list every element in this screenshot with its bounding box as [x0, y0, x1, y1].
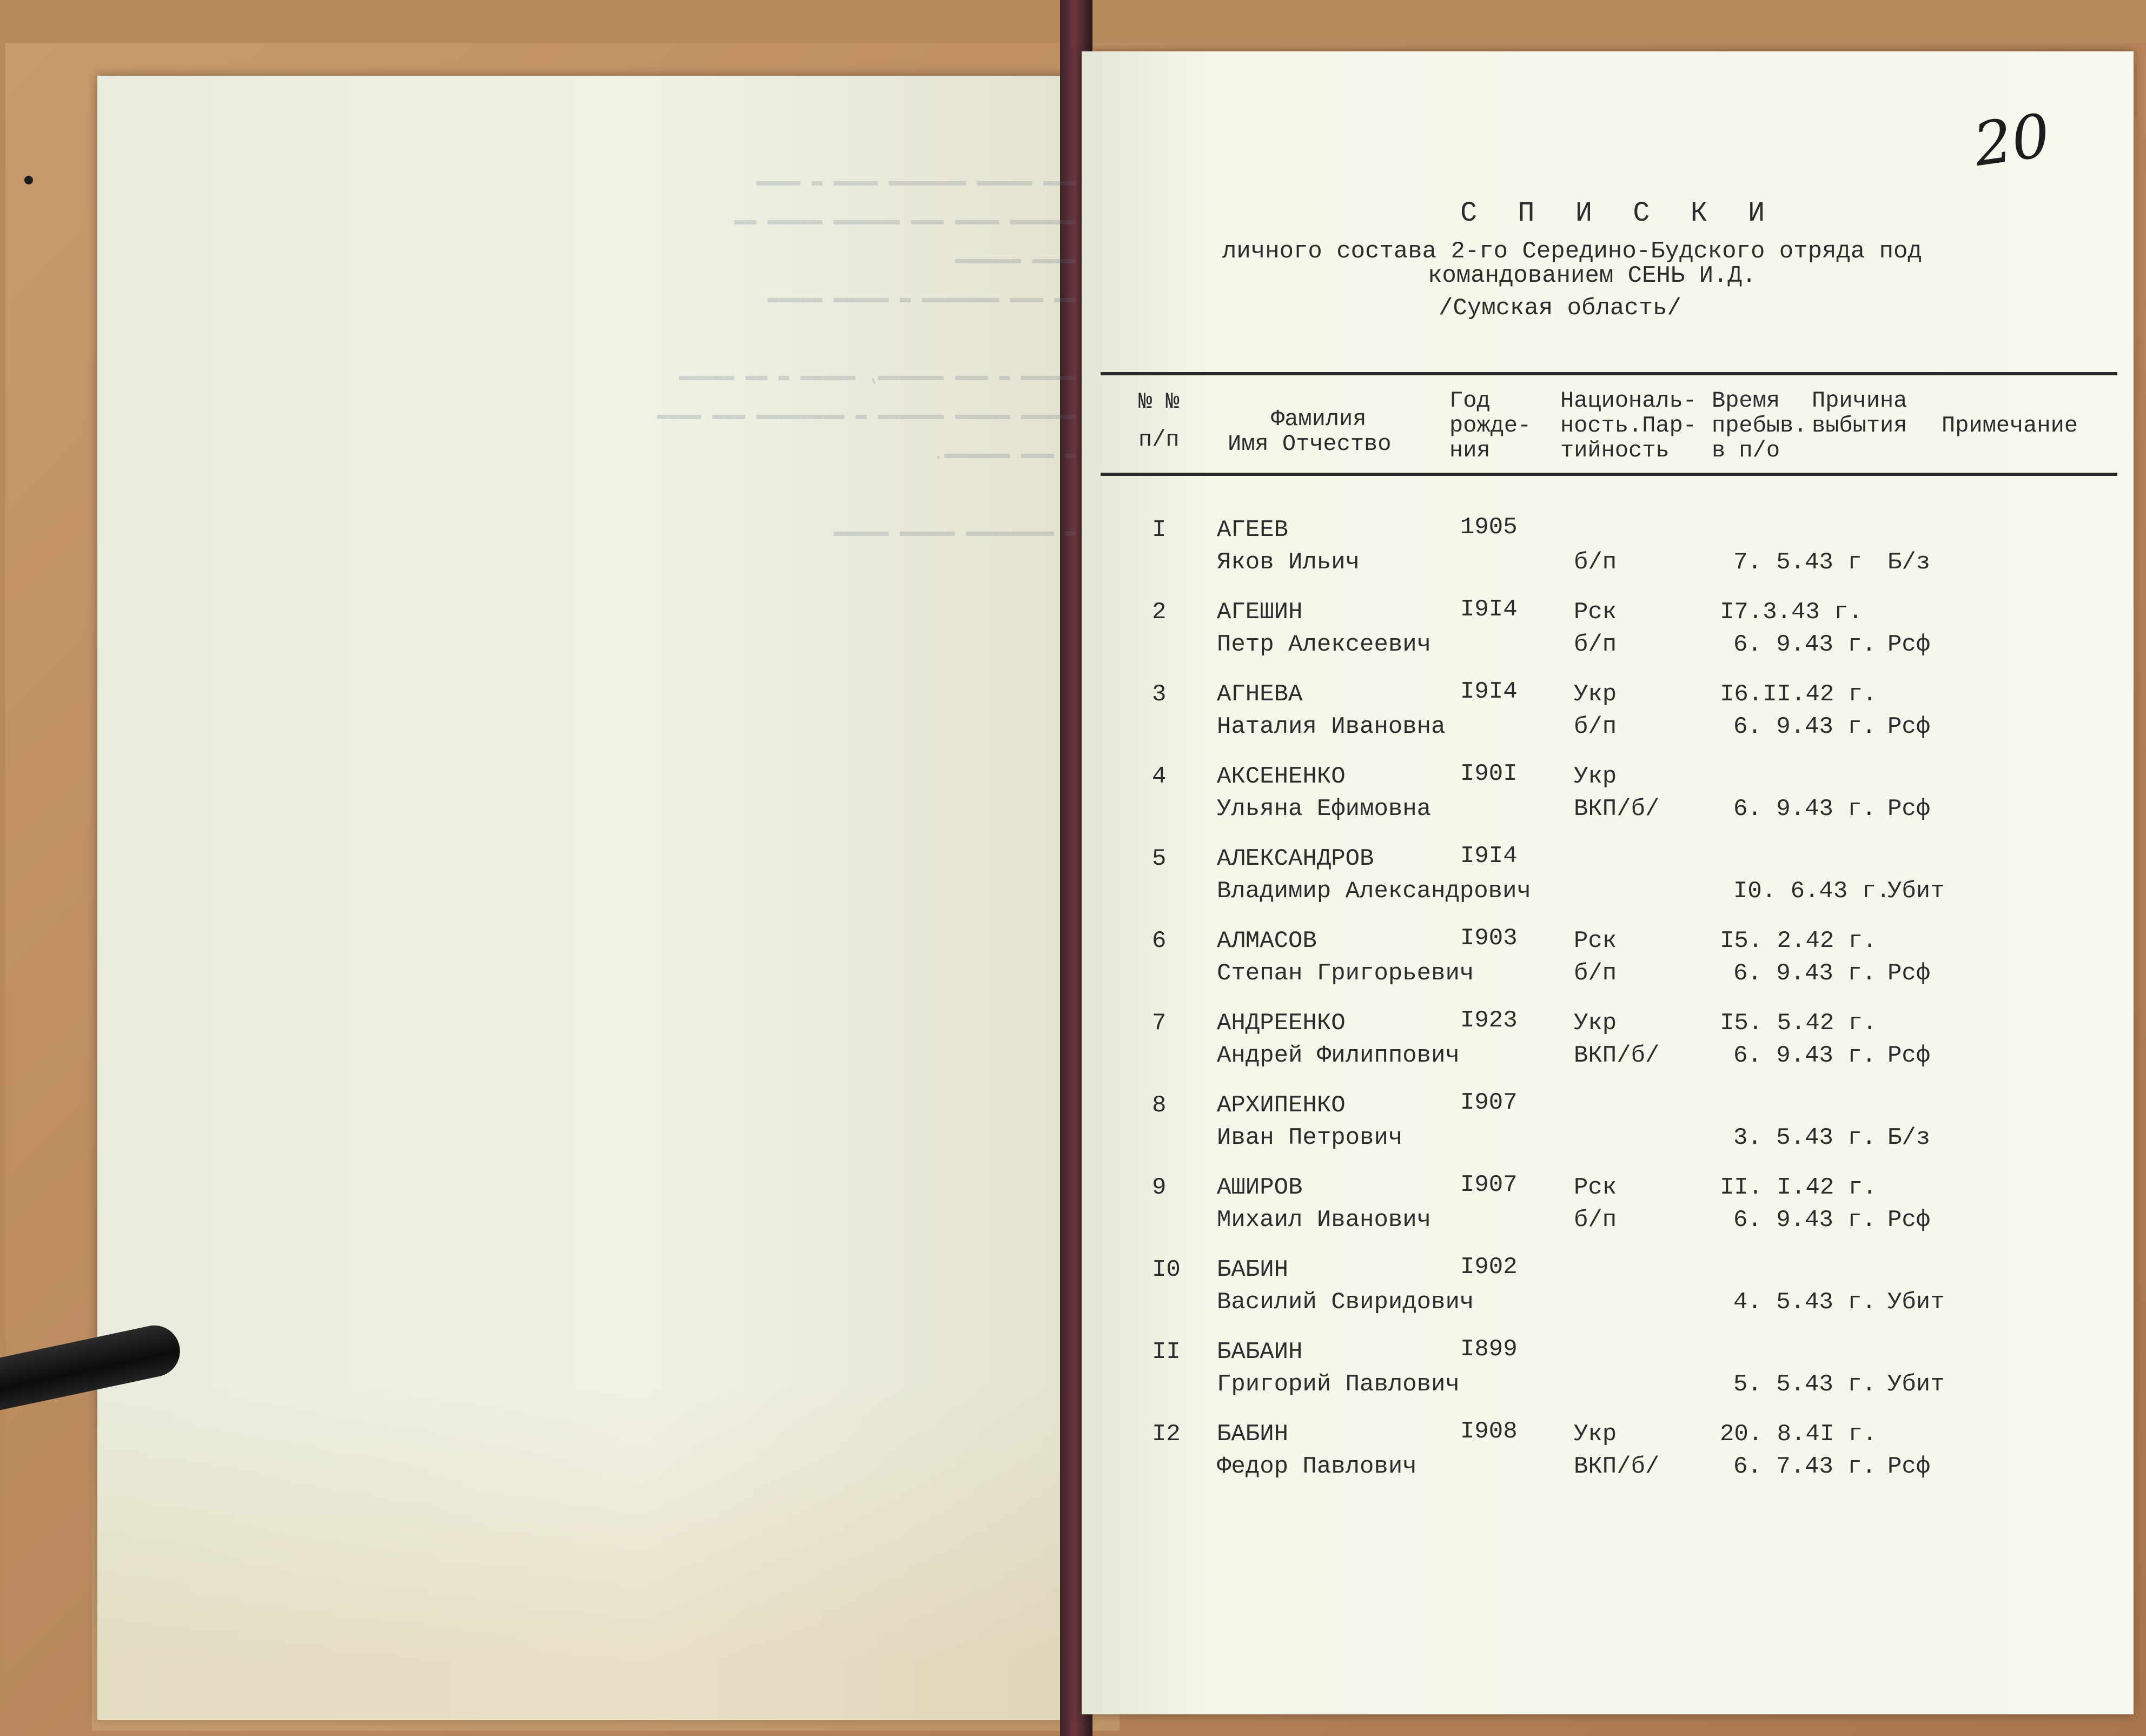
- row-given-name: Наталия Ивановна: [1217, 713, 1446, 740]
- row-given-name: Василий Свиридович: [1217, 1289, 1474, 1316]
- row-time-to: 3. 5.43 г.: [1733, 1124, 1877, 1151]
- row-num: I2: [1152, 1421, 1181, 1448]
- row-time-to: 6. 9.43 г.: [1733, 631, 1877, 658]
- row-party: ВКП/б/: [1574, 1042, 1660, 1069]
- row-surname: АРХИПЕНКО: [1217, 1092, 1346, 1119]
- row-num: 4: [1152, 763, 1167, 790]
- row-surname: АКСЕНЕНКО: [1217, 763, 1346, 790]
- row-birth-year: I9I4: [1460, 678, 1518, 705]
- row-birth-year: I903: [1460, 925, 1518, 952]
- row-num: I0: [1152, 1256, 1181, 1283]
- row-given-name: Григорий Павлович: [1217, 1371, 1460, 1398]
- row-given-name: Степан Григорьевич: [1217, 960, 1474, 987]
- row-birth-year: I9I4: [1460, 843, 1518, 870]
- header-time: Время пребыв. в п/о: [1712, 388, 1807, 463]
- row-given-name: Петр Алексеевич: [1217, 631, 1432, 658]
- row-reason: Рсф: [1887, 713, 1931, 740]
- row-num: 6: [1152, 927, 1167, 955]
- row-surname: БАБАИН: [1217, 1339, 1303, 1366]
- row-birth-year: I923: [1460, 1007, 1518, 1034]
- row-given-name: Яков Ильич: [1217, 549, 1360, 576]
- row-time-to: I0. 6.43 г.: [1733, 878, 1891, 905]
- row-num: 5: [1152, 845, 1167, 872]
- row-time-from: I6.II.42 г.: [1720, 681, 1877, 708]
- row-num: 2: [1152, 599, 1167, 626]
- row-birth-year: I907: [1460, 1089, 1518, 1116]
- subtitle-line-2: командованием СЕНЬ И.Д.: [1428, 262, 1757, 289]
- row-party: б/п: [1574, 960, 1617, 987]
- row-surname: АЛЕКСАНДРОВ: [1217, 845, 1374, 872]
- row-birth-year: I90I: [1460, 760, 1518, 787]
- row-party: ВКП/б/: [1574, 1453, 1660, 1480]
- row-reason: Убит: [1887, 878, 1945, 905]
- row-num: 3: [1152, 681, 1167, 708]
- row-birth-year: I899: [1460, 1336, 1518, 1363]
- row-time-from: I5. 2.42 г.: [1720, 927, 1877, 955]
- header-note: Примечание: [1942, 413, 2078, 439]
- row-given-name: Ульяна Ефимовна: [1217, 796, 1432, 823]
- row-reason: Убит: [1887, 1371, 1945, 1398]
- row-party: б/п: [1574, 631, 1617, 658]
- row-time-to: 6. 7.43 г.: [1733, 1453, 1877, 1480]
- row-given-name: Владимир Александрович: [1217, 878, 1531, 905]
- row-nationality: Рск: [1574, 927, 1617, 955]
- row-time-to: 7. 5.43 г: [1733, 549, 1862, 576]
- header-year: Год рожде- ния: [1449, 388, 1532, 463]
- row-time-from: II. I.42 г.: [1720, 1174, 1877, 1201]
- row-party: б/п: [1574, 549, 1617, 576]
- row-time-from: I5. 5.42 г.: [1720, 1010, 1877, 1037]
- row-birth-year: I907: [1460, 1171, 1518, 1198]
- row-nationality: Укр: [1574, 681, 1617, 708]
- row-reason: Б/з: [1887, 1124, 1931, 1151]
- row-given-name: Михаил Иванович: [1217, 1207, 1432, 1234]
- row-party: б/п: [1574, 713, 1617, 740]
- table-top-rule: [1101, 372, 2117, 375]
- row-time-from: I7.3.43 г.: [1720, 599, 1863, 626]
- header-num: № № п/п: [1138, 389, 1180, 453]
- subtitle-line-1: личного состава 2-го Середино-Будского отряда под: [1222, 238, 1922, 265]
- row-given-name: Андрей Филиппович: [1217, 1042, 1460, 1069]
- document-title: С П И С К И: [1460, 197, 1777, 229]
- row-reason: Рсф: [1887, 1042, 1931, 1069]
- row-num: 9: [1152, 1174, 1167, 1201]
- row-reason: Рсф: [1887, 796, 1931, 823]
- row-reason: Б/з: [1887, 549, 1931, 576]
- row-time-to: 6. 9.43 г.: [1733, 713, 1877, 740]
- row-surname: АГЕЕВ: [1217, 516, 1289, 544]
- row-surname: АГНЕВА: [1217, 681, 1303, 708]
- row-surname: АГЕШИН: [1217, 599, 1303, 626]
- row-reason: Рсф: [1887, 1453, 1931, 1480]
- row-time-to: 6. 9.43 г.: [1733, 960, 1877, 987]
- row-nationality: Рск: [1574, 1174, 1617, 1201]
- bleed-through-texture: ▬▬▬ ▬▬▬▬▬ ▬▬▬▬▬▬▬ ▬▬▬▬ ▬ ▬▬▬▬ ▬▬▬▬▬▬ ▬▬▬▬ ▬▬▬ ▬▬▬▬▬▬ ▬▬▬▬▬ ▬▬ ▬▬▬▬ ▬▬▬▬▬▬ ▬▬ ▬▬▬ ▬▬▬▬▬▬▬ ▬ ▬▬▬▬▬ ▬▬▬▬▬ ▬▬▬▬▬ ▬ ▬▬▬ ▬▬▬▬▬▬, ▬▬▬▬▬ ▬ ▬▬ ▬▬▬▬▬ ▬▬▬▬▬ ▬▬▬▬▬ ▬▬▬▬▬▬ ▬ ▬▬▬▬▬▬▬▬ ▬▬▬ ▬▬▬▬ ▬ ▬▬▬ ▬▬▬▬▬▬. ▬ ▬▬▬▬▬▬▬▬ ▬▬▬▬▬ ▬▬▬▬▬: [657, 171, 1076, 542]
- row-given-name: Иван Петрович: [1217, 1124, 1403, 1151]
- left-page-edge: [92, 1384, 1120, 1731]
- row-nationality: Укр: [1574, 1421, 1617, 1448]
- row-time-from: 20. 8.4I г.: [1720, 1421, 1877, 1448]
- row-num: I: [1152, 516, 1167, 544]
- row-surname: АШИРОВ: [1217, 1174, 1303, 1201]
- row-time-to: 5. 5.43 г.: [1733, 1371, 1877, 1398]
- row-num: 7: [1152, 1010, 1167, 1037]
- row-birth-year: 1905: [1460, 514, 1518, 541]
- row-reason: Рсф: [1887, 1207, 1931, 1234]
- row-num: II: [1152, 1339, 1181, 1366]
- row-surname: АЛМАСОВ: [1217, 927, 1317, 955]
- subtitle-line-3: /Сумская область/: [1439, 295, 1681, 322]
- table-header-rule: [1101, 473, 2117, 476]
- row-surname: БАБИН: [1217, 1421, 1289, 1448]
- row-party: б/п: [1574, 1207, 1617, 1234]
- header-reason: Причина выбытия: [1812, 388, 1907, 439]
- row-reason: Рсф: [1887, 960, 1931, 987]
- row-nationality: Рск: [1574, 599, 1617, 626]
- row-time-to: 4. 5.43 г.: [1733, 1289, 1877, 1316]
- row-num: 8: [1152, 1092, 1167, 1119]
- folder-pin: [24, 176, 33, 184]
- row-reason: Рсф: [1887, 631, 1931, 658]
- row-surname: БАБИН: [1217, 1256, 1289, 1283]
- row-birth-year: I9I4: [1460, 596, 1518, 623]
- row-time-to: 6. 9.43 г.: [1733, 796, 1877, 823]
- row-time-to: 6. 9.43 г.: [1733, 1042, 1877, 1069]
- row-party: ВКП/б/: [1574, 796, 1660, 823]
- header-name: Фамилия Имя Отчество: [1228, 406, 1392, 457]
- row-surname: АНДРЕЕНКО: [1217, 1010, 1346, 1037]
- row-reason: Убит: [1887, 1289, 1945, 1316]
- row-given-name: Федор Павлович: [1217, 1453, 1417, 1480]
- page-number: 20: [1969, 100, 2055, 180]
- row-nationality: Укр: [1574, 763, 1617, 790]
- row-birth-year: I902: [1460, 1254, 1518, 1281]
- row-birth-year: I908: [1460, 1418, 1518, 1445]
- header-nationality: Националь- ность.Пар- тийность: [1560, 388, 1697, 463]
- row-time-to: 6. 9.43 г.: [1733, 1207, 1877, 1234]
- row-nationality: Укр: [1574, 1010, 1617, 1037]
